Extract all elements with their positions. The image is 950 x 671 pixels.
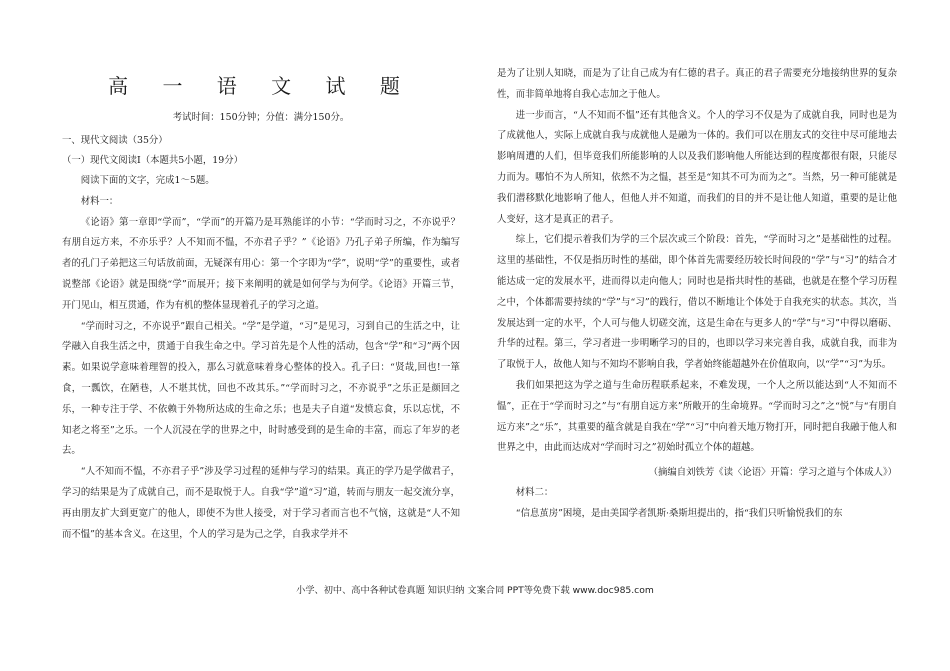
paragraph: 我们如果把这为学之道与生命历程联系起来，不难发现，一个人之所以能达到“人不知而不愠”，正在于“学而时习之”与“有朋自远方来”所敞开的生命境界。“学而时习之”之“悦”与“有朋自远方来”之“乐”，其重要的蕴含就是自我在“学”“习”中向着天地万物打开，同时把自我融于他人和世界之中，由此而达成对“学而时习之”初始时孤立个体的超越。 (497, 379, 897, 454)
instruction-text: 阅读下面的文字，完成1～5题。 (80, 175, 215, 186)
paragraph: “学而时习之，不亦说乎”跟自己相关。“学”是学道，“习”是见习，习到自己的生活之中，让学融入自我生活之中，贯通于自我生命之中。学习首先是个人性的活动，包含“学”和“习”两个因素。如果说学意味着理智的投入，那么习就意味着身心整体的投入。孔子曰：“贤哉,回也!一箪食，一瓢饮，在陋巷，人不堪其忧，回也不改其乐。”“学而时习之，不亦说乎”之乐正是颜回之乐，一种专注于学、不依赖于外物所达成的生命之乐；也是夫子自道“发愤忘食，乐以忘忧，不知老之将至”之乐。一个人沉浸在学的世界之中，时时感受到的是生命的丰富，而忘了年岁的老去。 (62, 320, 460, 457)
paragraph: “信息茧房”困境，是由美国学者凯斯·桑斯坦提出的，指“我们只听愉悦我们的东 (515, 507, 843, 519)
page-title: 高 一 语 文 试 题 (108, 74, 414, 98)
paragraph: 综上，它们提示着我们为学的三个层次或三个阶段：首先，“学而时习之”是基础性的过程。这里的基础性，不仅是指历时性的基础，即个体首先需要经历较长时间段的“学”与“习”的结合才能达成一定的发展水平，进而得以走向他人；同时也是指共时性的基础，也就是在整个学习历程之中，个体都需要持续的“学”与“习”的践行，借以不断地让个体处于自我充实的状态。其次，当发展达到一定的水平，个人可与他人切磋交流，这是生命在与更多人的“学”与“习”中得以磨砺、升华的过程。第三，学习者进一步明晰学习的目的，也即以学习来完善自我，成就自我，而非为了取悦于人，故他人知与不知均不影响自我，学者始终能超越外在价值取向，以“学”“习”为乐。 (497, 234, 897, 371)
left-column (62, 64, 460, 545)
paragraph: “人不知而不愠，不亦君子乎”涉及学习过程的延伸与学习的结果。真正的学乃是学做君子，学习的结果是为了成就自己，而不是取悦于人。自我“学”道“习”道，转而与朋友一起交流分享，再由朋友扩大到更宽广的他人，即使不为世人接受，对于学习者而言也不气恼，这就是“人不知而不愠”的基本含义。在这里，个人的学习是为己之学，自我求学并不 (62, 466, 460, 540)
exam-info: 考试时间：150分钟；分值：满分150分。 (172, 112, 350, 123)
subsection-heading: （一）现代文阅读Ⅰ（本题共5小题，19分） (62, 155, 243, 166)
paragraph: 是为了让别人知晓，而是为了让自己成为有仁德的君子。真正的君子需要充分地接纳世界的复杂性，而非简单地将自我心志加之于他人。 (497, 68, 897, 100)
paragraph: 《论语》第一章即“学而”，“学而”的开篇乃是耳熟能详的小节：“学而时习之，不亦说乎？有朋自远方来，不亦乐乎？人不知而不愠，不亦君子乎？”《论语》乃孔子弟子所编，作为编写者的孔门子弟把这三句话放前面，无疑深有用心：第一个字即为“学”，说明“学”的重要性，或者说整部《论语》就是围绕“学”而展开；接下来阐明的就是如何学与为何学。《论语》开篇三节，开门见山，相互贯通，作为有机的整体显现着孔子的学习之道。 (62, 216, 460, 311)
right-column (497, 64, 897, 525)
source-citation: （摘编自刘铁芳《读〈论语〉开篇：学习之道与个体成人》） (648, 467, 897, 479)
material-label: 材料二： (515, 487, 554, 499)
section-heading: 一、现代文阅读（35分） (62, 135, 168, 146)
paragraph: 进一步而言，“人不知而不愠”还有其他含义。个人的学习不仅是为了成就自我，同时也是为了成就他人，实际上成就自我与成就他人是融为一体的。我们可以在朋友式的交往中尽可能地去影响周遭的人们，但毕竟我们所能影响的人以及我们影响他人所能达到的程度都很有限，只能尽力而为。哪怕不为人所知，依然不为之愠，甚至是“知其不可为而为之”。当然，另一种可能就是我们潜移默化地影响了他人，但他人并不知道，而我们的目的并不是让他人知道，重要的是让他人变好，这才是真正的君子。 (497, 109, 897, 225)
footer-text: 小学、初中、高中各种试卷真题 知识归纳 文案合同 PPT等免费下载 www.doc985.com (296, 585, 654, 596)
material-label: 材料一： (80, 195, 119, 207)
